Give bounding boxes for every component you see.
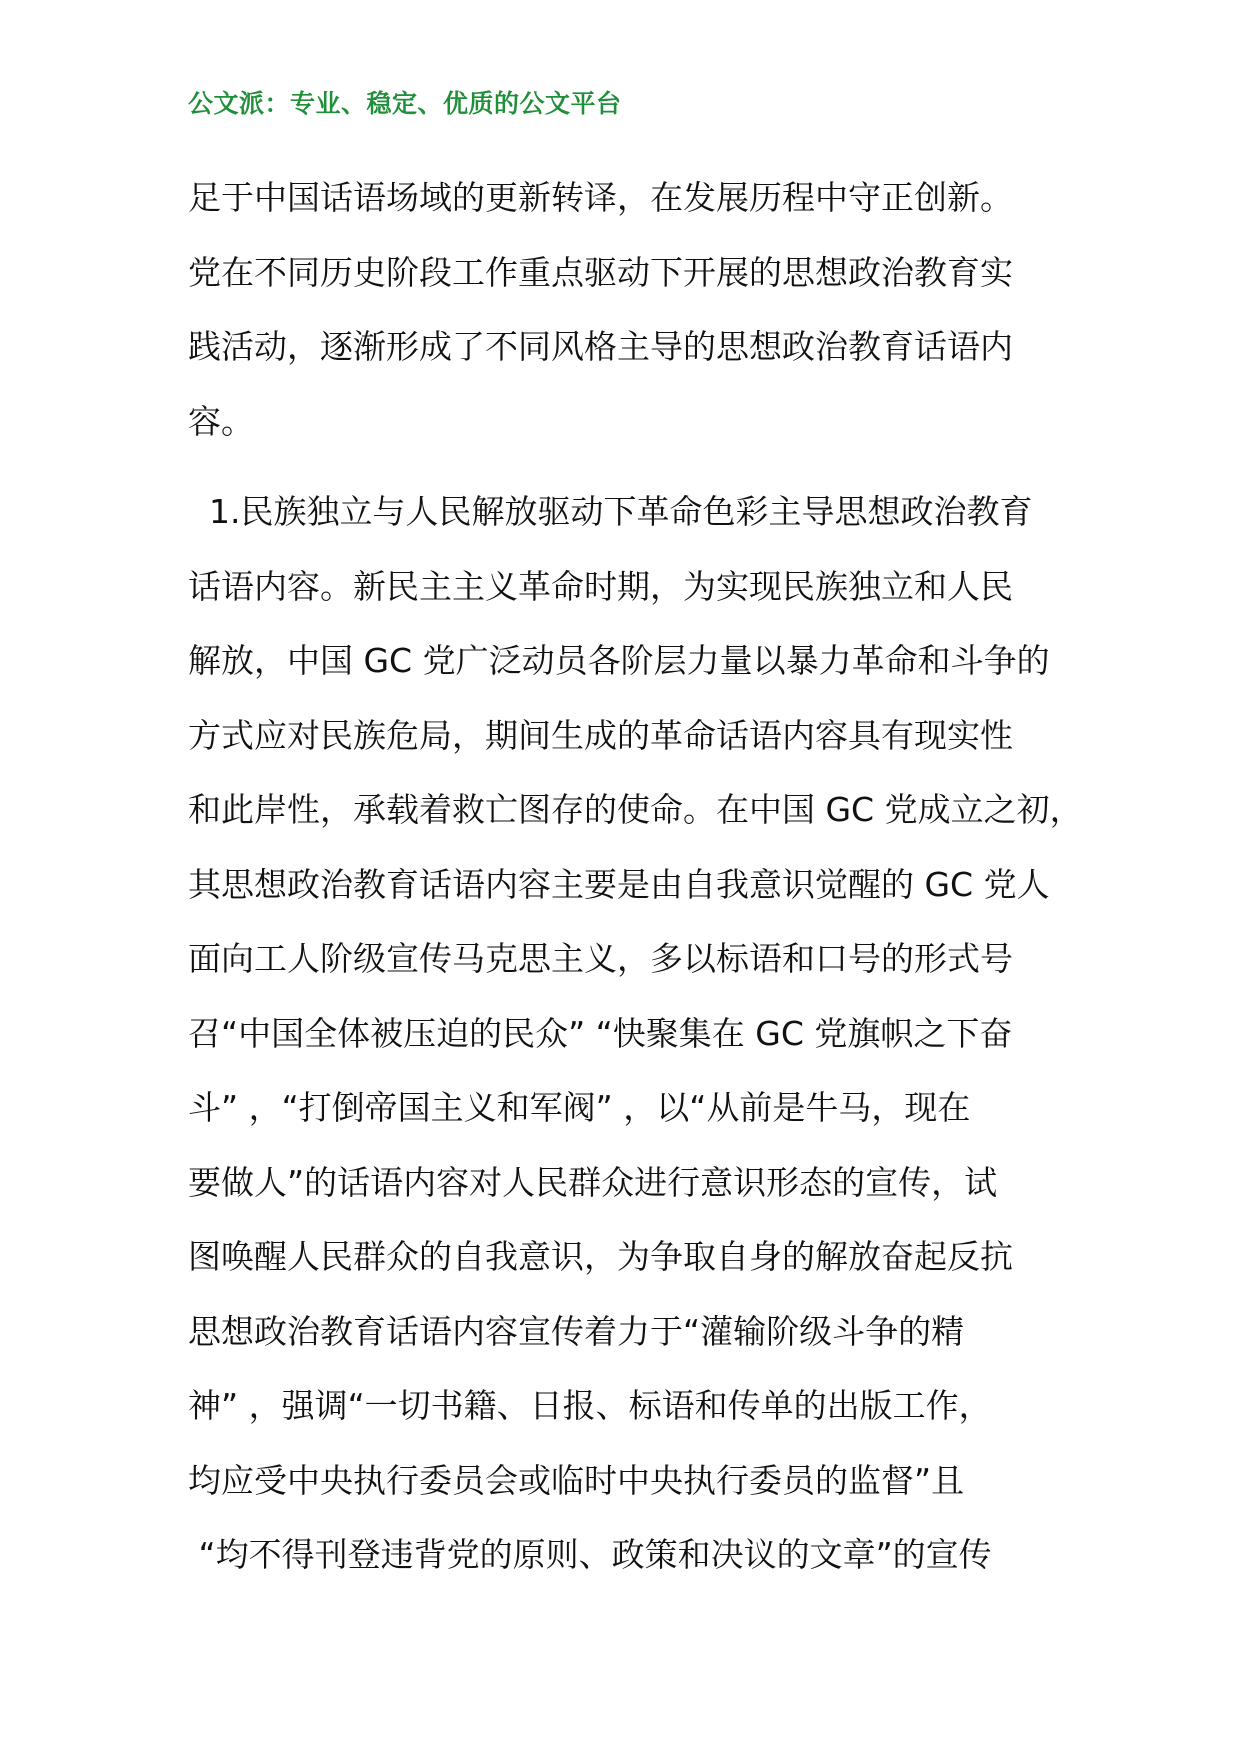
text-line: 召“中国全体被压迫的民众” “快聚集在 GC 党旗帜之下奋 (188, 1013, 1013, 1053)
text-line: 方式应对民族危局，期间生成的革命话语内容具有现实性 (188, 715, 1013, 755)
text-line: 1.民族独立与人民解放驱动下革命色彩主导思想政治教育 (188, 492, 1033, 531)
paragraph-gap (188, 466, 1088, 482)
text-line: 足于中国话语场域的更新转译，在发展历程中守正创新。 (188, 178, 1013, 217)
text-line: 要做人”的话语内容对人民群众进行意识形态的宣传，试 (188, 1162, 998, 1202)
text-line: “均不得刊登违背党的原则、政策和决议的文章”的宣传 (188, 1535, 992, 1574)
document-body (188, 168, 1088, 1600)
text-line: 践活动，逐渐形成了不同风格主导的思想政治教育话语内 (188, 327, 1013, 366)
text-line: 思想政治教育话语内容宣传着力于“灌输阶级斗争的精 (188, 1311, 965, 1351)
text-line: 容。 (188, 401, 254, 441)
text-line: 党在不同历史阶段工作重点驱动下开展的思想政治教育实 (188, 252, 1013, 292)
text-line: 神” ，强调“一切书籍、日报、标语和传单的出版工作， (188, 1386, 992, 1425)
text-line: 斗” ，“打倒帝国主义和军阀” ，以“从前是牛马，现在 (188, 1088, 971, 1127)
text-line: 面向工人阶级宣传马克思主义，多以标语和口号的形式号 (188, 939, 1013, 978)
text-line: 和此岸性，承载着救亡图存的使命。在中国 GC 党成立之初， (188, 790, 1083, 829)
text-line: 均应受中央执行委员会或临时中央执行委员的监督”且 (188, 1460, 965, 1500)
text-line: 其思想政治教育话语内容主要是由自我意识觉醒的 GC 党人 (188, 864, 1050, 904)
site-header-title: 公文派：专业、稳定、优质的公文平台 (188, 89, 622, 118)
text-line: 解放，中国 GC 党广泛动员各阶层力量以暴力革命和斗争的 (188, 641, 1050, 680)
text-line: 图唤醒人民群众的自我意识，为争取自身的解放奋起反抗 (188, 1237, 1013, 1276)
text-line: 话语内容。新民主主义革命时期，为实现民族独立和人民 (188, 566, 1013, 606)
